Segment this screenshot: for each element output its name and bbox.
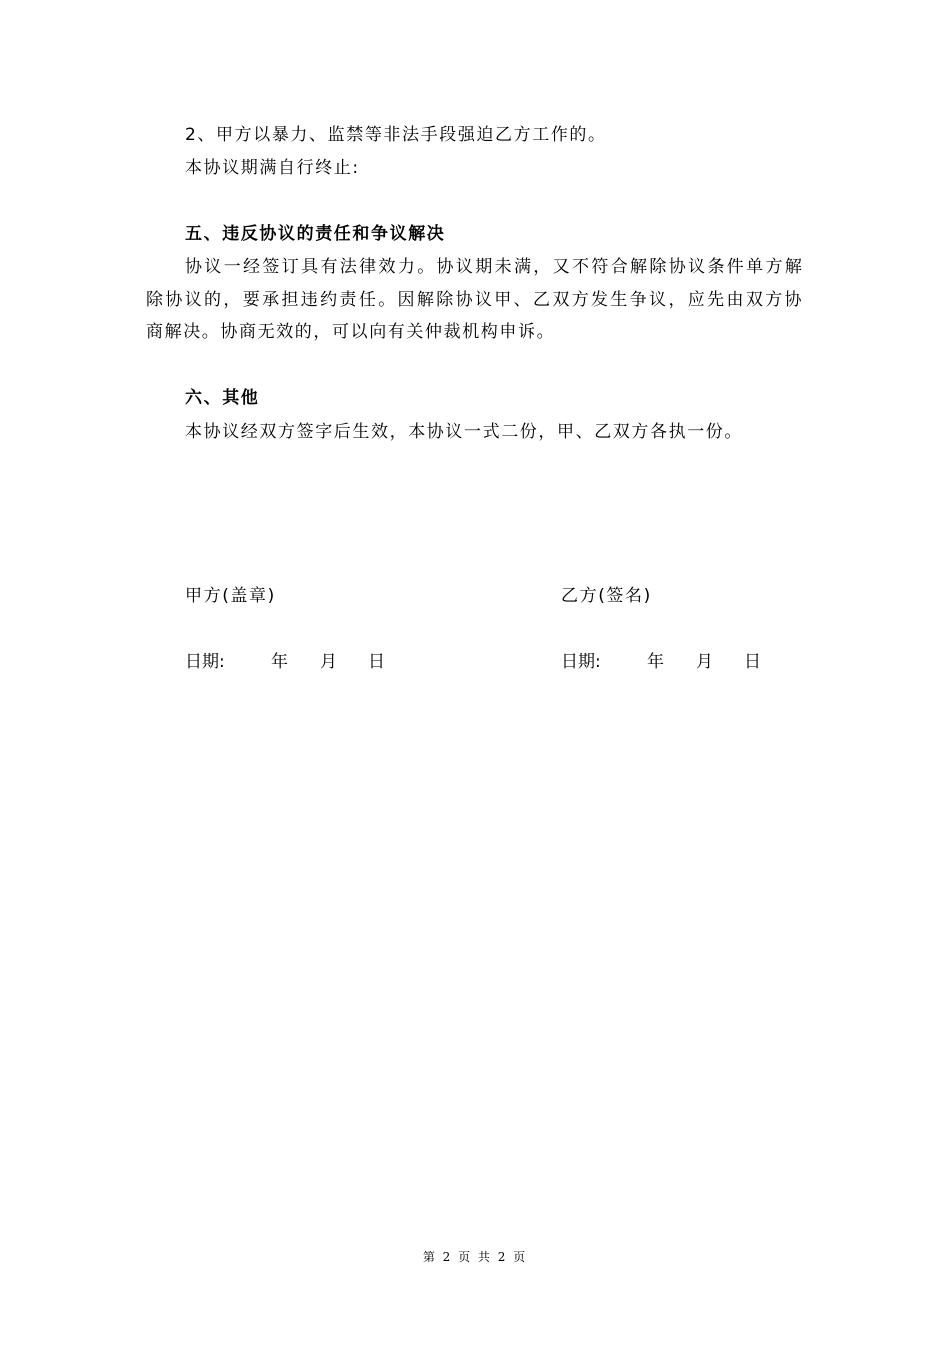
section-6-heading: 六、其他 <box>185 388 260 408</box>
day-label: 日 <box>744 652 761 672</box>
term-end-text: 本协议期满自行终止: <box>185 158 360 178</box>
party-a-signature-label: 甲方(盖章) <box>185 586 276 606</box>
party-b-signature-label: 乙方(签名) <box>561 586 652 606</box>
section-5-heading: 五、违反协议的责任和争议解决 <box>185 224 446 244</box>
party-b-date-row <box>561 651 781 673</box>
year-label: 年 <box>647 652 664 672</box>
day-label: 日 <box>368 652 385 672</box>
year-label: 年 <box>271 652 288 672</box>
page-footer: 第 2 页 共 2 页 <box>422 1250 528 1264</box>
month-label: 月 <box>320 652 337 672</box>
section-5-para-line-3: 商解决。协商无效的，可以向有关仲裁机构申诉。 <box>146 322 556 342</box>
section-5-para-line-1: 协议一经签订具有法律效力。协议期未满，又不符合解除协议条件单方解 <box>185 257 805 277</box>
month-label: 月 <box>696 652 713 672</box>
section-6-para: 本协议经双方签字后生效，本协议一式二份，甲、乙双方各执一份。 <box>185 422 743 442</box>
clause-2: 2、甲方以暴力、监禁等非法手段强迫乙方工作的。 <box>185 125 607 145</box>
party-a-date-row <box>185 651 405 673</box>
date-label: 日期: <box>185 652 225 672</box>
date-label: 日期: <box>561 652 601 672</box>
section-5-para-line-2: 除协议的，要承担违约责任。因解除协议甲、乙双方发生争议，应先由双方协 <box>146 290 804 310</box>
